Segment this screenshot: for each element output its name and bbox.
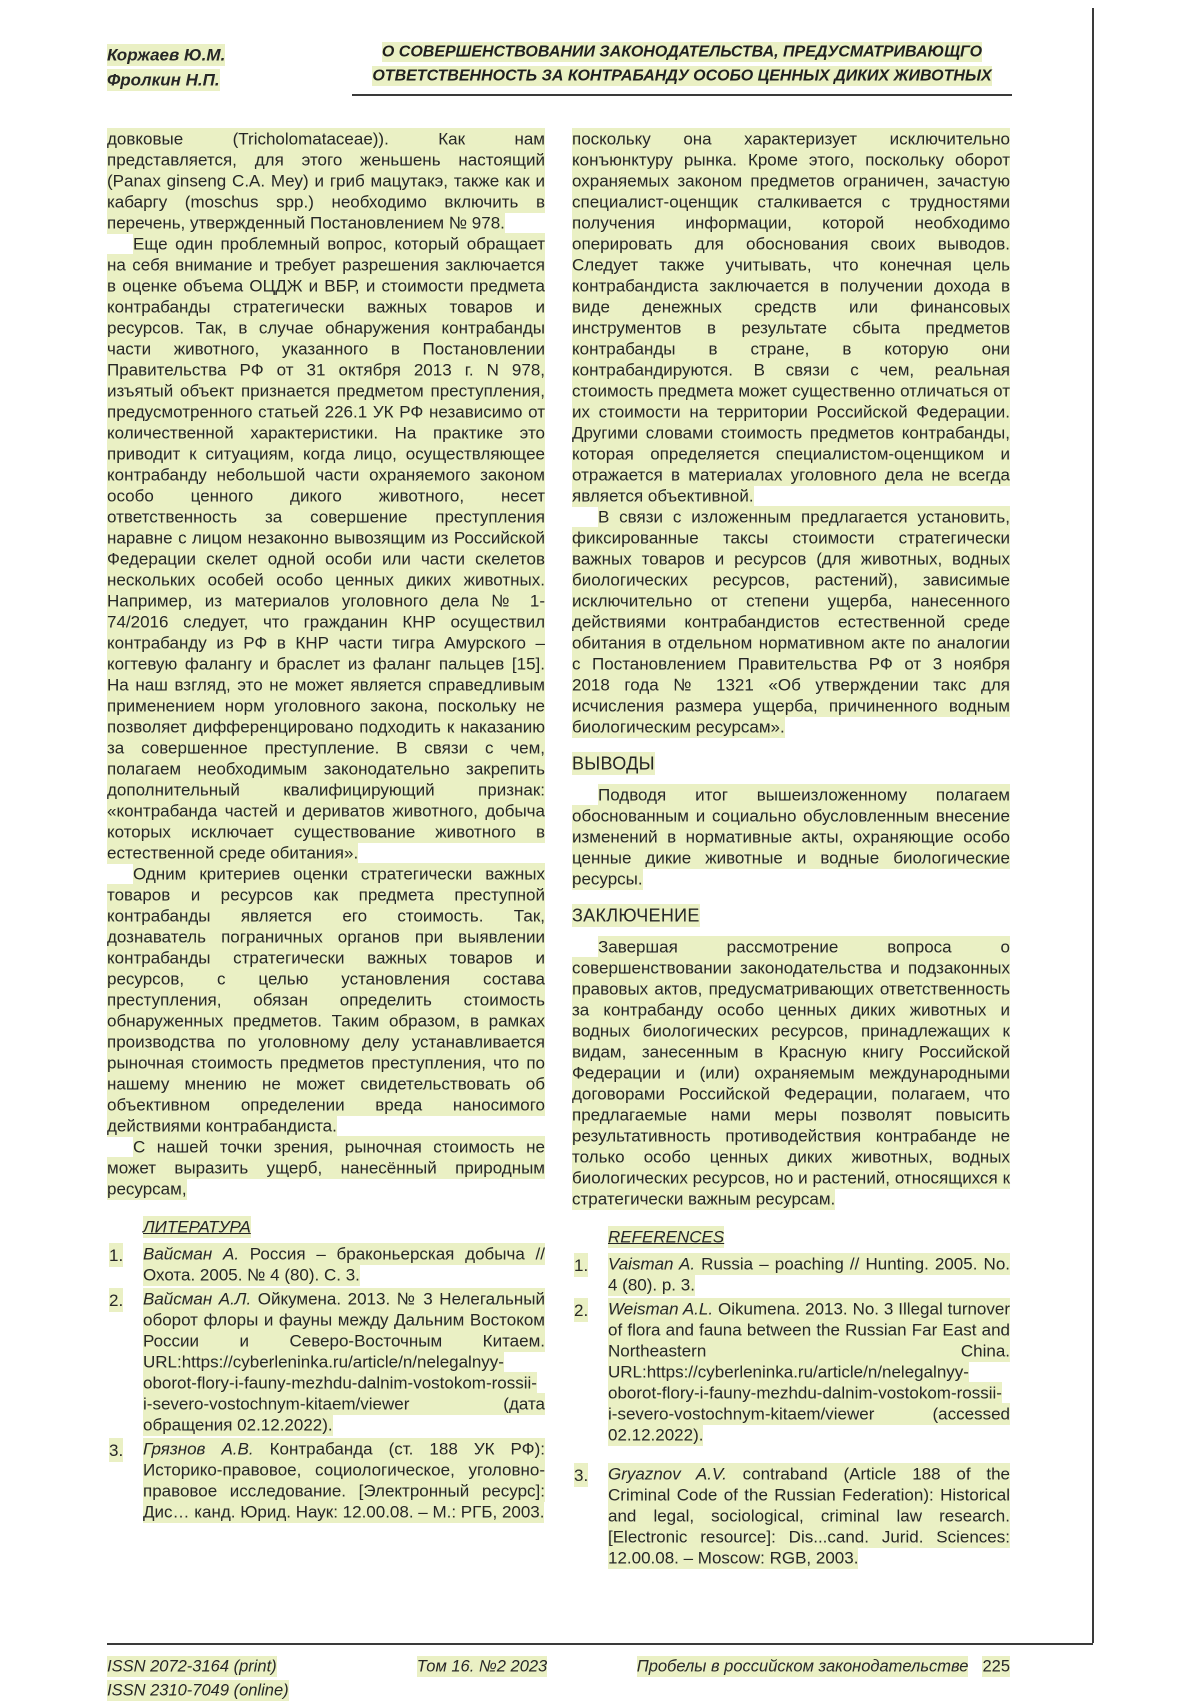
reference-text: Vaisman A. Russia – poaching // Hunting. 2005. No. 4 (80). p. 3. [608,1254,1011,1294]
list-item [107,1243,545,1285]
author-name [107,67,225,92]
footer [107,1652,1010,1697]
paragraph [107,233,545,863]
reference-author: Gryaznov A.V. [608,1464,727,1483]
header-authors [107,42,225,92]
footer-volume: Том 16. №2 2023 [416,1657,548,1675]
author-name-text: Фролкин Н.П. [107,70,220,89]
issn-print: ISSN 2072-3164 (print) [107,1657,277,1675]
section-heading-final: ЗАКЛЮЧЕНИЕ [572,905,700,925]
paragraph-text: С нашей точки зрения, рыночная стоимость не может выразить ущерб, нанесённый природным ресурсам, [107,1137,545,1198]
references-list [572,1253,1010,1568]
reference-number: 1. [109,1243,123,1267]
paragraph [572,128,1010,506]
reference-number: 3. [574,1463,588,1487]
list-item [107,1438,545,1522]
reference-text: Вайсман А. Россия – браконьерская добыча // Охота. 2005. № 4 (80). С. 3. [143,1244,546,1284]
reference-text: Gryaznov A.V. contraband (Article 188 of the Criminal Code of the Russian Federation): Historical and legal, sociological, criminal law research. [Electronic resource]: Dis...cand. Jurid. Sciences: 12.00.08. – Moscow: RGB, 2003. [608,1464,1011,1567]
reference-author: Weisman A.L. [608,1299,714,1318]
paragraph [107,1136,545,1199]
paragraph [572,506,1010,737]
page-number: 225 [982,1657,1010,1675]
footer-journal [637,1654,1010,1678]
column-left [107,128,545,1571]
reference-number: 2. [574,1298,588,1322]
paragraph [107,128,545,233]
reference-author: Грязнов А.В. [143,1439,254,1458]
paragraph-text: Завершая рассмотрение вопроса о совершенствовании законодательства и подзаконных правовых актов, предусматривающих ответственность за контрабанду особо ценных диких животных и водных биологических ресурсов, принадлежащих к видам, занесенным в Красную книгу Российской Федерации и (или) охраняемым международными договорами Российской Федерации, полагаем, что предлагаемые нами меры позволят повысить результативность противодействия контрабанде не только особо ценных диких животных, водных биологических ресурсов, но и растений, относящихся к стратегически важным ресурсам. [572,937,1010,1208]
page-title-line-1: О СОВЕРШЕНСТВОВАНИИ ЗАКОНОДАТЕЛЬСТВА, ПРЕДУСМАТРИВАЮЩГО [381,43,983,60]
header-divider [352,94,1012,96]
references-heading: REFERENCES [608,1227,725,1246]
reference-author: Вайсман А. [143,1244,240,1263]
paragraph [107,863,545,1136]
paragraph-text: Одним критериев оценки стратегически важных товаров и ресурсов как предмета преступной контрабанды является его стоимость. Так, дознаватель пограничных органов при выявлении контрабанды стратегически важных товаров и ресурсов, с целью установления состава преступления, обязан определить стоимость обнаруженных предметов. Таким образом, в рамках производства по уголовному делу устанавливается рыночная стоимость предметов преступления, что по нашему мнению не может свидетельствовать об объективном определении вреда наносимого действиями контрабандиста. [107,864,545,1135]
page-title-line-2: ОТВЕТСТВЕННОСТЬ ЗА КОНТРАБАНДУ ОСОБО ЦЕННЫХ ДИКИХ ЖИВОТНЫХ [372,67,992,84]
list-item [572,1253,1010,1295]
paragraph [572,784,1010,889]
right-margin-divider [1092,8,1094,1643]
article-body [107,128,1010,1571]
paragraph-text: Подводя итог вышеизложенному полагаем обоснованным и социально обусловленным внесение изменений в нормативные акты, охраняющие особо ценные дикие животные и водные биологические ресурсы. [572,785,1010,888]
list-item [572,1298,1010,1445]
section-heading-conclusions: ВЫВОДЫ [572,753,655,773]
reference-text: Weisman A.L. Oikumena. 2013. No. 3 Illegal turnover of flora and fauna between the Russian Far East and Northeastern China. URL:https://cyberleninka.ru/article/n/nelegalnyy-oborot-flory-i-fauny-mezhdu-dalnim-vostokom-rossii-i-severo-vostochnym-kitaem/viewer (accessed 02.12.2022). [608,1299,1011,1444]
paragraph-text: Еще один проблемный вопрос, который обращает на себя внимание и требует разрешения заключается в оценке объема ОЦДЖ и ВБР, и стоимости предмета контрабанды стратегически важных товаров и ресурсов. Так, в случае обнаружения контрабанды части животного, указанного в Постановлении Правительства РФ от 31 октября 2013 г. N 978, изъятый объект признается предметом преступления, предусмотренного статьей 226.1 УК РФ независимо от количественной характеристики. На практике это приводит к ситуациям, когда лицо, осуществляющее контрабанду небольшой части охраняемого законом особо ценного дикого животного, несет ответственность за совершение преступления наравне с лицом незаконно вывозящим из Российской Федерации скелет одной особи или части скелетов нескольких особей особо ценных диких животных. Например, из материалов уголовного дела № 1-74/2016 следует, что гражданин КНР осуществил контрабанду из РФ в КНР части тигра Амурского – когтевую фалангу и браслет из фаланг пальцев [15]. На наш взгляд, это не может является справедливым применением норм уголовного закона, поскольку не позволяет дифференцировано подходить к наказанию за совершенное преступление. В связи с чем, полагаем необходимым законодательно закрепить дополнительный квалифицирующий признак: «контрабанда частей и дериватов животного, добыча которых исключает существование животного в естественной среде обитания». [107,234,545,862]
reference-number: 1. [574,1253,588,1277]
author-name [107,42,225,67]
reference-author: Вайсман А.Л. [143,1289,252,1308]
footer-issn [107,1654,289,1702]
column-right [572,128,1010,1571]
reference-text: Вайсман А.Л. Ойкумена. 2013. № 3 Нелегальный оборот флоры и фауны между Дальним Востоком России и Северо-Восточным Китаем. URL:https://cyberleninka.ru/article/n/nelegalnyy-oborot-flory-i-fauny-mezhdu-dalnim-vostokom-rossii-i-severo-vostochnym-kitaem/viewer (дата обращения 02.12.2022). [143,1289,546,1434]
list-item [107,1288,545,1435]
paragraph-text: поскольку она характеризует исключительно конъюнктуру рынка. Кроме этого, поскольку оборот охраняемых законом предметов ограничен, зачастую специалист-оценщик сталкивается с трудностями получения информации, которой необходимо оперировать для обоснования своих выводов. Следует также учитывать, что конечная цель контрабандиста заключается в получении дохода в виде денежных средств или финансовых инструментов в результате сбыта предметов контрабанды в стране, в которую они контрабандируются. В связи с чем, реальная стоимость предмета может существенно отличаться от их стоимости на территории Российской Федерации. Другими словами стоимость предметов контрабанды, которая определяется специалистом-оценщиком и отражается в материалах уголовного дела не всегда является объективной. [572,129,1010,505]
paragraph-text: довковые (Tricholomataceae)). Как нам представляется, для этого женьшень настоящий (Panax ginseng C.A. Mey) и гриб мацутакэ, также как и кабаргу (moschus spp.) необходимо включить в перечень, утвержденный Постановлением № 978. [107,129,545,232]
reference-number: 2. [109,1288,123,1312]
paragraph [572,936,1010,1209]
paragraph-text: В связи с изложенным предлагается установить, фиксированные таксы стоимости стратегически важных товаров и ресурсов (для животных, водных биологических ресурсов, растений), зависимые исключительно от степени ущерба, нанесенного действиями контрабандистов естественной среде обитания в отдельном нормативном акте по аналогии с Постановлением Правительства РФ от 3 ноября 2018 года № 1321 «Об утверждении такс для исчисления размера ущерба, причиненного водным биологическим ресурсам». [572,507,1010,736]
page-title [352,40,1012,88]
author-name-text: Коржаев Ю.М. [107,45,226,64]
footer-divider [107,1643,1093,1645]
journal-name: Пробелы в российском законодательстве [636,1657,969,1675]
literature-heading: ЛИТЕРАТУРА [143,1217,251,1236]
literature-list [107,1243,545,1522]
issn-online: ISSN 2310-7049 (online) [107,1681,289,1699]
reference-number: 3. [109,1438,123,1462]
reference-author: Vaisman A. [608,1254,696,1273]
list-item [572,1463,1010,1568]
reference-text: Грязнов А.В. Контрабанда (ст. 188 УК РФ): Историко-правовое, социологическое, уголовно-правовое исследование. [Электронный ресурс]: Дис… канд. Юрид. Наук: 12.00.08. – М.: РГБ, 2003. [143,1439,545,1521]
